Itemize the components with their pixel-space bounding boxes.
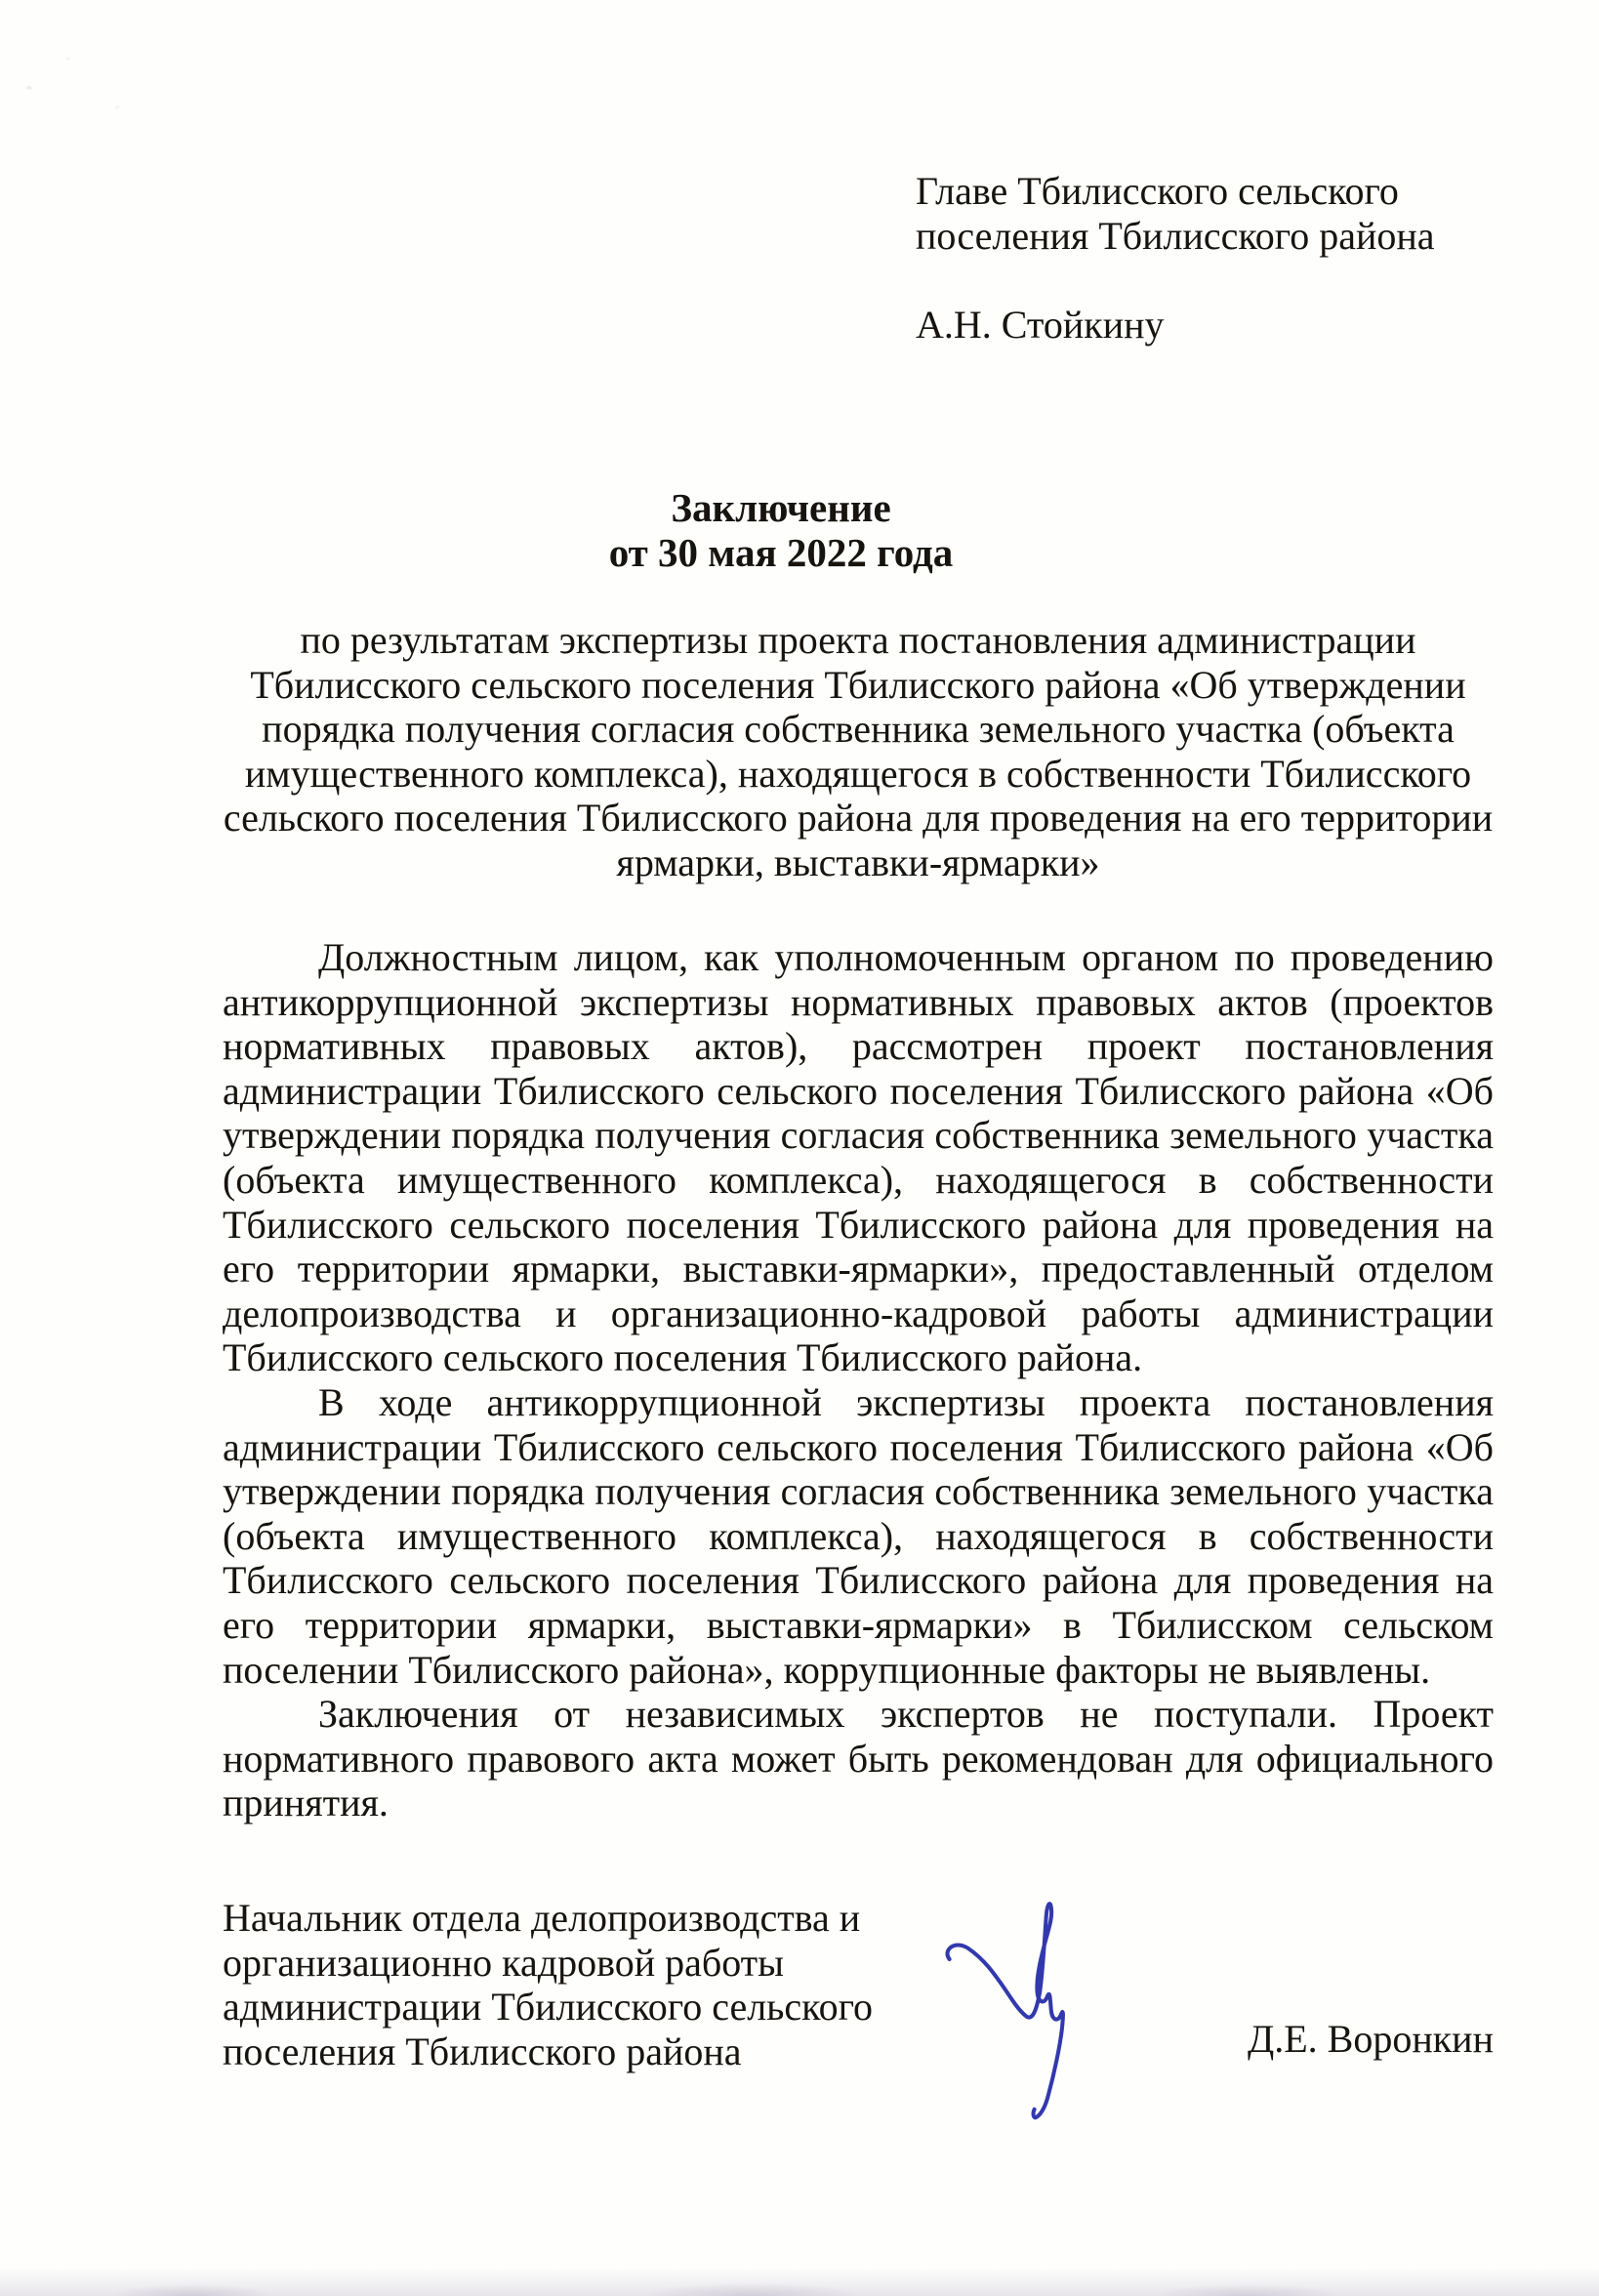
- paragraph: В ходе антикоррупционной экспертизы проекта постановления администрации Тбилисского сельского поселения Тбилисского района «Об утверждении порядка получения согласия собственника земельного участка (объекта имущественного комплекса), находящегося в собственности Тбилисского сельского поселения Тбилисского района для проведения на его территории ярмарки, выставки-ярмарки» в Тбилисском сельском поселении Тбилисского района», коррупционные факторы не выявлены.: [223, 1379, 1494, 1692]
- scan-artifact-bottom-edge: [0, 2267, 1599, 2296]
- document-title-line-2: от 30 мая 2022 года: [608, 530, 954, 575]
- paragraph: Должностным лицом, как уполномоченным органом по проведению антикоррупционной экспертизы нормативных правовых актов (проектов нормативных правовых актов), рассмотрен проект постановления администрации Тбилисского сельского поселения Тбилисского района «Об утверждении порядка получения согласия собственника земельного участка (объекта имущественного комплекса), находящегося в собственности Тбилисского сельского поселения Тбилисского района для проведения на его территории ярмарки, выставки-ярмарки», предоставленный отделом делопроизводства и организационно-кадровой работы администрации Тбилисского сельского поселения Тбилисского района.: [223, 935, 1494, 1380]
- document-body: [223, 935, 1494, 1825]
- document-subject: по результатам экспертизы проекта постановления администрации Тбилисского сельского поселения Тбилисского района «Об утверждении порядка получения согласия собственника земельного участка (объекта имущественного комплекса), находящегося в собственности Тбилисского сельского поселения Тбилисского района для проведения на его территории ярмарки, выставки-ярмарки»: [223, 618, 1494, 884]
- signature-ink: [939, 1876, 1113, 2128]
- paragraph: Заключения от независимых экспертов не поступали. Проект нормативного правового акта может быть рекомендован для официального принятия.: [223, 1692, 1494, 1825]
- recipient-name: А.Н. Стойкину: [916, 302, 1165, 347]
- document-title: [0, 485, 1562, 575]
- signoff-name: Д.Е. Воронкин: [1247, 2017, 1494, 2061]
- signoff-position: Начальник отдела делопроизводства и организационно кадровой работы администрации Тбилисского сельского поселения Тбилисского района: [223, 1896, 873, 2073]
- recipient-line-1: Главе Тбилисского сельского: [916, 169, 1399, 213]
- recipient-block: [916, 169, 1462, 347]
- recipient-line-2: поселения Тбилисского района: [916, 213, 1435, 258]
- document-title-line-1: Заключение: [671, 485, 891, 530]
